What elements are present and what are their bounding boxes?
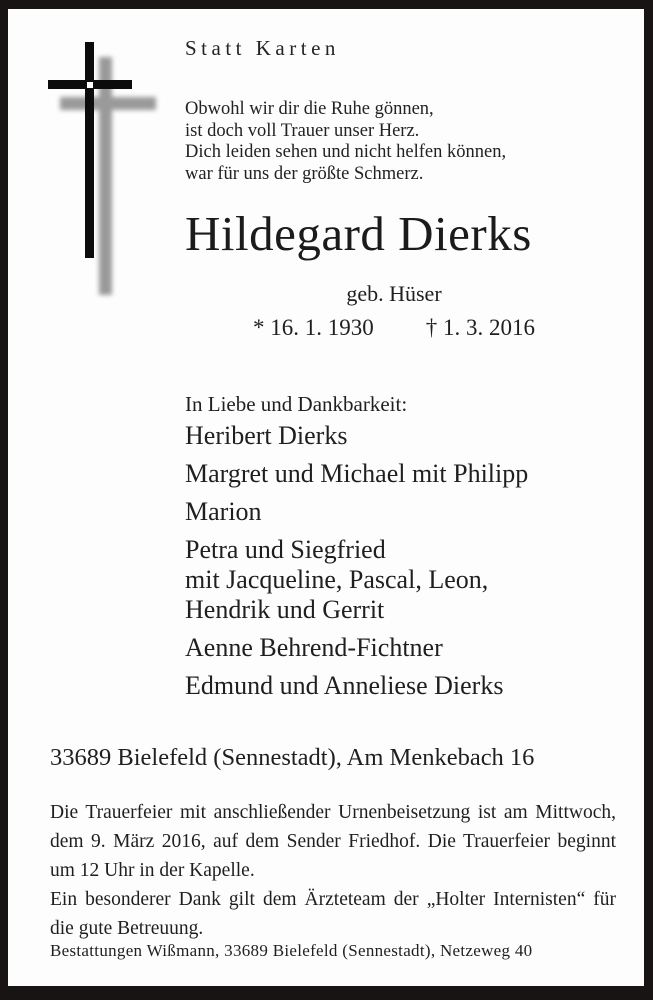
memorial-verse (185, 99, 506, 185)
verse-line: ist doch voll Trauer unser Herz. (185, 120, 420, 141)
family-entry-line: Marion (185, 497, 262, 526)
cross-center-highlight (87, 82, 93, 88)
verse-line: Dich leiden sehen und nicht helfen können, (185, 142, 507, 162)
maiden-name: geb. Hüser (346, 281, 442, 306)
family-entry (185, 633, 528, 663)
family-list (185, 421, 528, 709)
family-entry-line: mit Jacqueline, Pascal, Leon, (185, 565, 489, 594)
cross-shadow-horizontal (60, 97, 156, 110)
family-entry-line: Heribert Dierks (185, 421, 348, 450)
family-entry-line: Edmund und Anneliese Dierks (185, 671, 504, 700)
family-entry-line: Aenne Behrend-Fichtner (185, 633, 443, 662)
family-entry (185, 671, 528, 701)
verse-line: Obwohl wir dir die Ruhe gönnen, (185, 99, 434, 119)
death-date: † 1. 3. 2016 (425, 315, 535, 340)
cross-shadow-vertical (99, 57, 112, 295)
memorial-cross-icon (44, 39, 169, 304)
birth-date: * 16. 1. 1930 (253, 315, 374, 340)
pre-header: Statt Karten (185, 36, 340, 60)
life-dates (185, 315, 603, 341)
funeral-info: Die Trauerfeier mit anschließender Urnenbeisetzung ist am Mittwoch, dem 9. März 2016, auf dem Sender Friedhof. Die Trauerfeier beginnt um 12 Uhr in der Kapelle. (50, 802, 616, 881)
thanks-note: Ein besonderer Dank gilt dem Ärzteteam der „Holter Internisten“ für die gute Betreuung. (50, 889, 616, 939)
family-entry (185, 459, 528, 489)
obituary-card (8, 9, 644, 986)
verse-line: war für uns der größte Schmerz. (185, 163, 424, 184)
family-entry (185, 497, 528, 527)
family-entry-line: Hendrik und Gerrit (185, 595, 385, 624)
cross-vertical-bar (85, 42, 94, 258)
family-address: 33689 Bielefeld (Sennestadt), Am Menkebach 16 (50, 744, 535, 771)
family-entry-line: Margret und Michael mit Philipp (185, 459, 529, 488)
undertaker-info: Bestattungen Wißmann, 33689 Bielefeld (Sennestadt), Netzeweg 40 (50, 941, 533, 960)
family-entry (185, 535, 528, 625)
deceased-name: Hildegard Dierks (185, 206, 532, 261)
family-entry (185, 421, 528, 451)
family-entry-line: Petra und Siegfried (185, 535, 386, 564)
funeral-info-block (50, 798, 616, 943)
family-intro: In Liebe und Dankbarkeit: (185, 392, 408, 416)
